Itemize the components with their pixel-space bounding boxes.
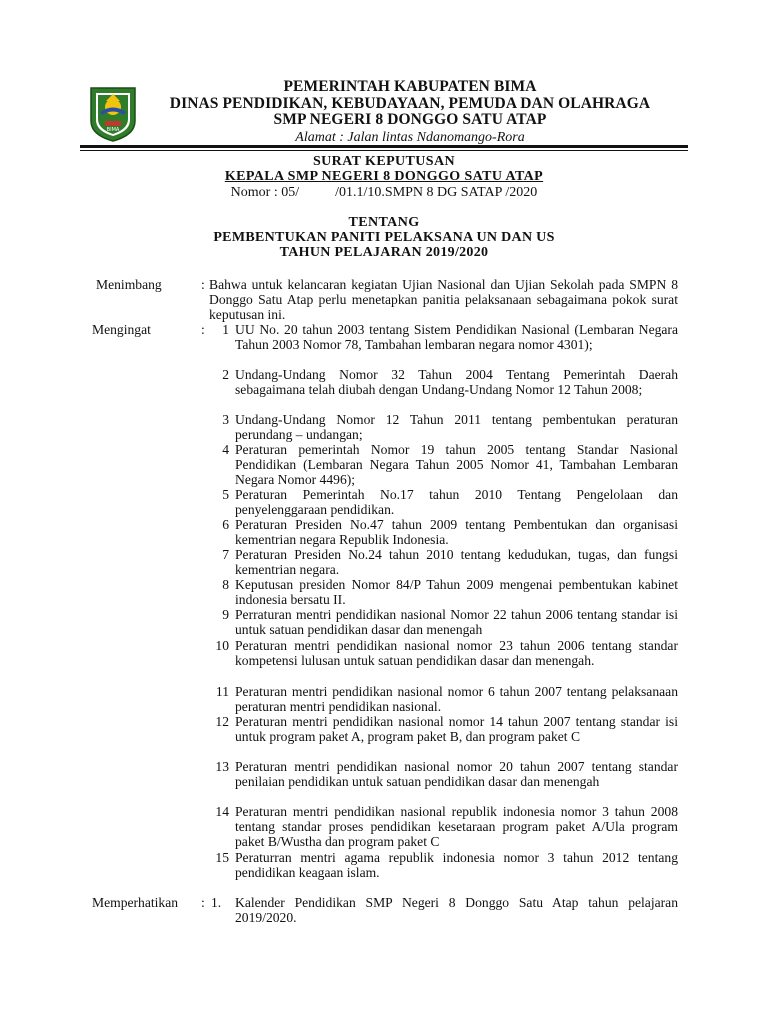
list-item-number: 1. [211, 895, 222, 910]
list-item-text: UU No. 20 tahun 2003 tentang Sistem Pendidikan Nasional (Lembaran Negara Tahun 2003 Nomor 78, Tambahan lembaran negara nomor 4301); [235, 322, 678, 353]
letterhead [140, 79, 680, 146]
list-item-number: 11 [215, 684, 229, 699]
list-item-number: 15 [215, 850, 229, 865]
list-item-text: Peraturan mentri pendidikan nasional nomor 20 tahun 2007 tentang standar penilaian pendidikan untuk satuan pendidikan dasar dan menengah [235, 759, 678, 790]
decree-number-rest: /01.1/10.SMPN 8 DG SATAP /2020 [335, 185, 538, 200]
decree-number [80, 185, 688, 200]
menimbang-colon: : [201, 277, 205, 292]
list-item-text: Peraturan mentri pendidikan nasional nomor 14 tahun 2007 tentang standar isi untuk program paket A, program paket B, dan program paket C [235, 714, 678, 745]
list-item-number: 1 [222, 322, 229, 337]
list-item-text: Peraturan Pemerintah No.17 tahun 2010 Tentang Pengelolaan dan penyelenggaraan pendidikan. [235, 487, 678, 518]
mengingat-colon: : [201, 322, 205, 337]
letterhead-school: SMP NEGERI 8 DONGGO SATU ATAP [273, 111, 547, 128]
decree-subject-line2: TAHUN PELAJARAN 2019/2020 [279, 245, 489, 260]
menimbang-text: Bahwa untuk kelancaran kegiatan Ujian Nasional dan Ujian Sekolah pada SMPN 8 Donggo Satu Atap perlu menetapkan panitia pelaksanaan sebagaimana pokok surat keputusan ini. [209, 277, 678, 323]
list-item-number: 10 [215, 638, 229, 653]
mengingat-label: Mengingat [92, 322, 151, 337]
letterhead-rule-thin [80, 150, 688, 151]
list-item-number: 4 [222, 442, 229, 457]
memperhatikan-colon: : [201, 895, 205, 910]
list-item-number: 12 [215, 714, 229, 729]
decree-tentang: TENTANG [348, 215, 420, 230]
list-item-number: 7 [222, 547, 229, 562]
list-item-text: Peraturan Presiden No.47 tahun 2009 tentang Pembentukan dan organisasi kementrian negara Republik Indonesia. [235, 517, 678, 548]
list-item-text: Peraturan mentri pendidikan nasional nomor 6 tahun 2007 tentang pelaksanaan peraturan mentri pendidikan nasional. [235, 684, 678, 715]
bima-regency-logo-icon [88, 85, 138, 143]
decree-number-label: Nomor : 05/ [230, 185, 300, 200]
list-item-number: 13 [215, 759, 229, 774]
memperhatikan-label: Memperhatikan [92, 895, 179, 910]
decree-subtitle-text: KEPALA SMP NEGERI 8 DONGGO SATU ATAP [224, 169, 544, 184]
list-item-text: Keputusan presiden Nomor 84/P Tahun 2009 mengenai pembentukan kabinet indonesia bersatu II. [235, 577, 678, 608]
decree-subtitle [80, 169, 688, 185]
letterhead-address: Alamat : Jalan lintas Ndanomango-Rora [295, 129, 525, 145]
list-item-text: Perraturan mentri pendidikan nasional Nomor 22 tahun 2006 tentang standar isi untuk satuan pendidikan dasar dan menengah [235, 607, 678, 638]
logo-caption: BIMA [106, 127, 120, 133]
list-item-text: Peraturan mentri pendidikan nasional republik indonesia nomor 3 tahun 2008 tentang standar proses pendidikan kesetaraan program paket A/Ula program paket B/Wustha dan program paket C [235, 804, 678, 850]
list-item-number: 5 [222, 487, 229, 502]
letterhead-government: PEMERINTAH KABUPATEN BIMA [283, 78, 537, 95]
list-item-number: 6 [222, 517, 229, 532]
list-item-text: Undang-Undang Nomor 32 Tahun 2004 Tentang Pemerintah Daerah sebagaimana telah diubah dengan Undang-Undang Nomor 12 Tahun 2008; [235, 367, 678, 398]
list-item-text: Kalender Pendidikan SMP Negeri 8 Donggo Satu Atap tahun pelajaran 2019/2020. [235, 895, 678, 926]
list-item-number: 2 [222, 367, 229, 382]
letterhead-rule-thick [80, 145, 688, 148]
decree-title: SURAT KEPUTUSAN [312, 154, 455, 169]
letterhead-department: DINAS PENDIDIKAN, KEBUDAYAAN, PEMUDA DAN OLAHRAGA [169, 94, 651, 112]
list-item-text: Peraturan pemerintah Nomor 19 tahun 2005 tentang Standar Nasional Pendidikan (Lembaran Negara Tahun 2005 Nomor 41, Tambahan Lembaran Negara Nomor 4496); [235, 442, 678, 488]
list-item-number: 3 [222, 412, 229, 427]
list-item-number: 8 [222, 577, 229, 592]
list-item-text: Peraturan Presiden No.24 tahun 2010 tentang kedudukan, tugas, dan fungsi kementrian negara. [235, 547, 678, 578]
list-item-text: Peraturran mentri agama republik indonesia nomor 3 tahun 2012 tentang pendidikan keagaan islam. [235, 850, 678, 881]
list-item-text: Undang-Undang Nomor 12 Tahun 2011 tentang pembentukan peraturan perundang – undangan; [235, 412, 678, 443]
decree-subject-line1: PEMBENTUKAN PANITI PELAKSANA UN DAN US [213, 230, 555, 245]
list-item-number: 9 [222, 607, 229, 622]
list-item-text: Peraturan mentri pendidikan nasional nomor 23 tahun 2006 tentang standar kompetensi lulusan untuk satuan pendidikan dasar dan menengah. [235, 638, 678, 669]
list-item-number: 14 [215, 804, 229, 819]
menimbang-label: Menimbang [96, 277, 162, 292]
